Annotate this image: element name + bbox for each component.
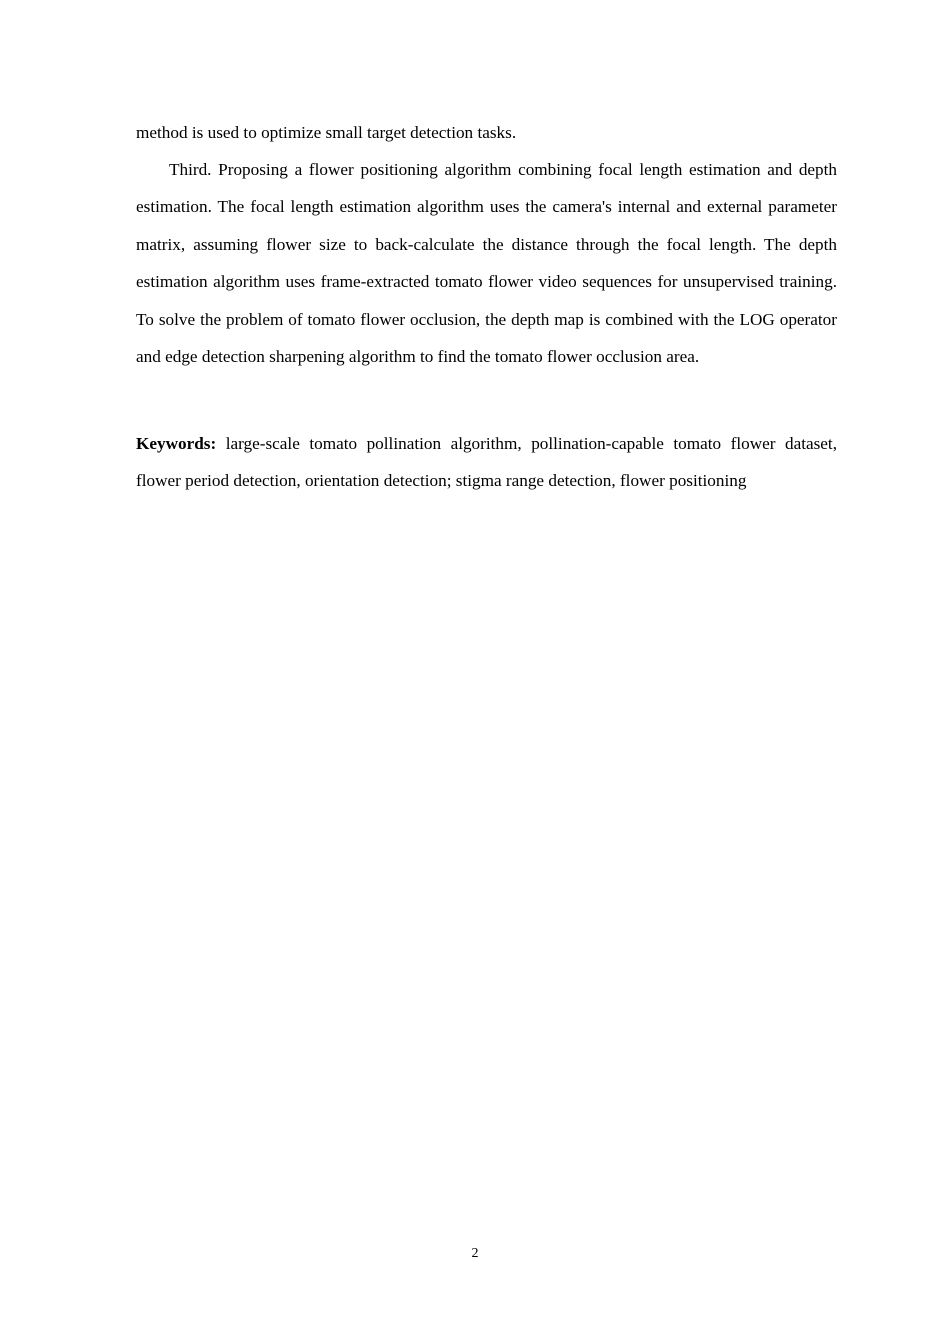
paragraph-continuation: method is used to optimize small target detection tasks.	[136, 123, 517, 142]
keywords-paragraph	[136, 425, 837, 500]
keywords-label: Keywords:	[136, 434, 217, 453]
keywords-text: large-scale tomato pollination algorithm, pollination-capable tomato flower dataset, flower period detection, orientation detection; stigma range detection, flower positioning	[136, 434, 838, 491]
paragraph-third-contribution: Third. Proposing a flower positioning algorithm combining focal length estimation and depth estimation. The focal length estimation algorithm uses the camera's internal and external parameter matrix, assuming flower size to back-calculate the distance through the focal length. The depth estimation algorithm uses frame-extracted tomato flower video sequences for unsupervised training. To solve the problem of tomato flower occlusion, the depth map is combined with the LOG operator and edge detection sharpening algorithm to find the tomato flower occlusion area.	[136, 160, 837, 367]
page-number: 2	[471, 1246, 479, 1261]
